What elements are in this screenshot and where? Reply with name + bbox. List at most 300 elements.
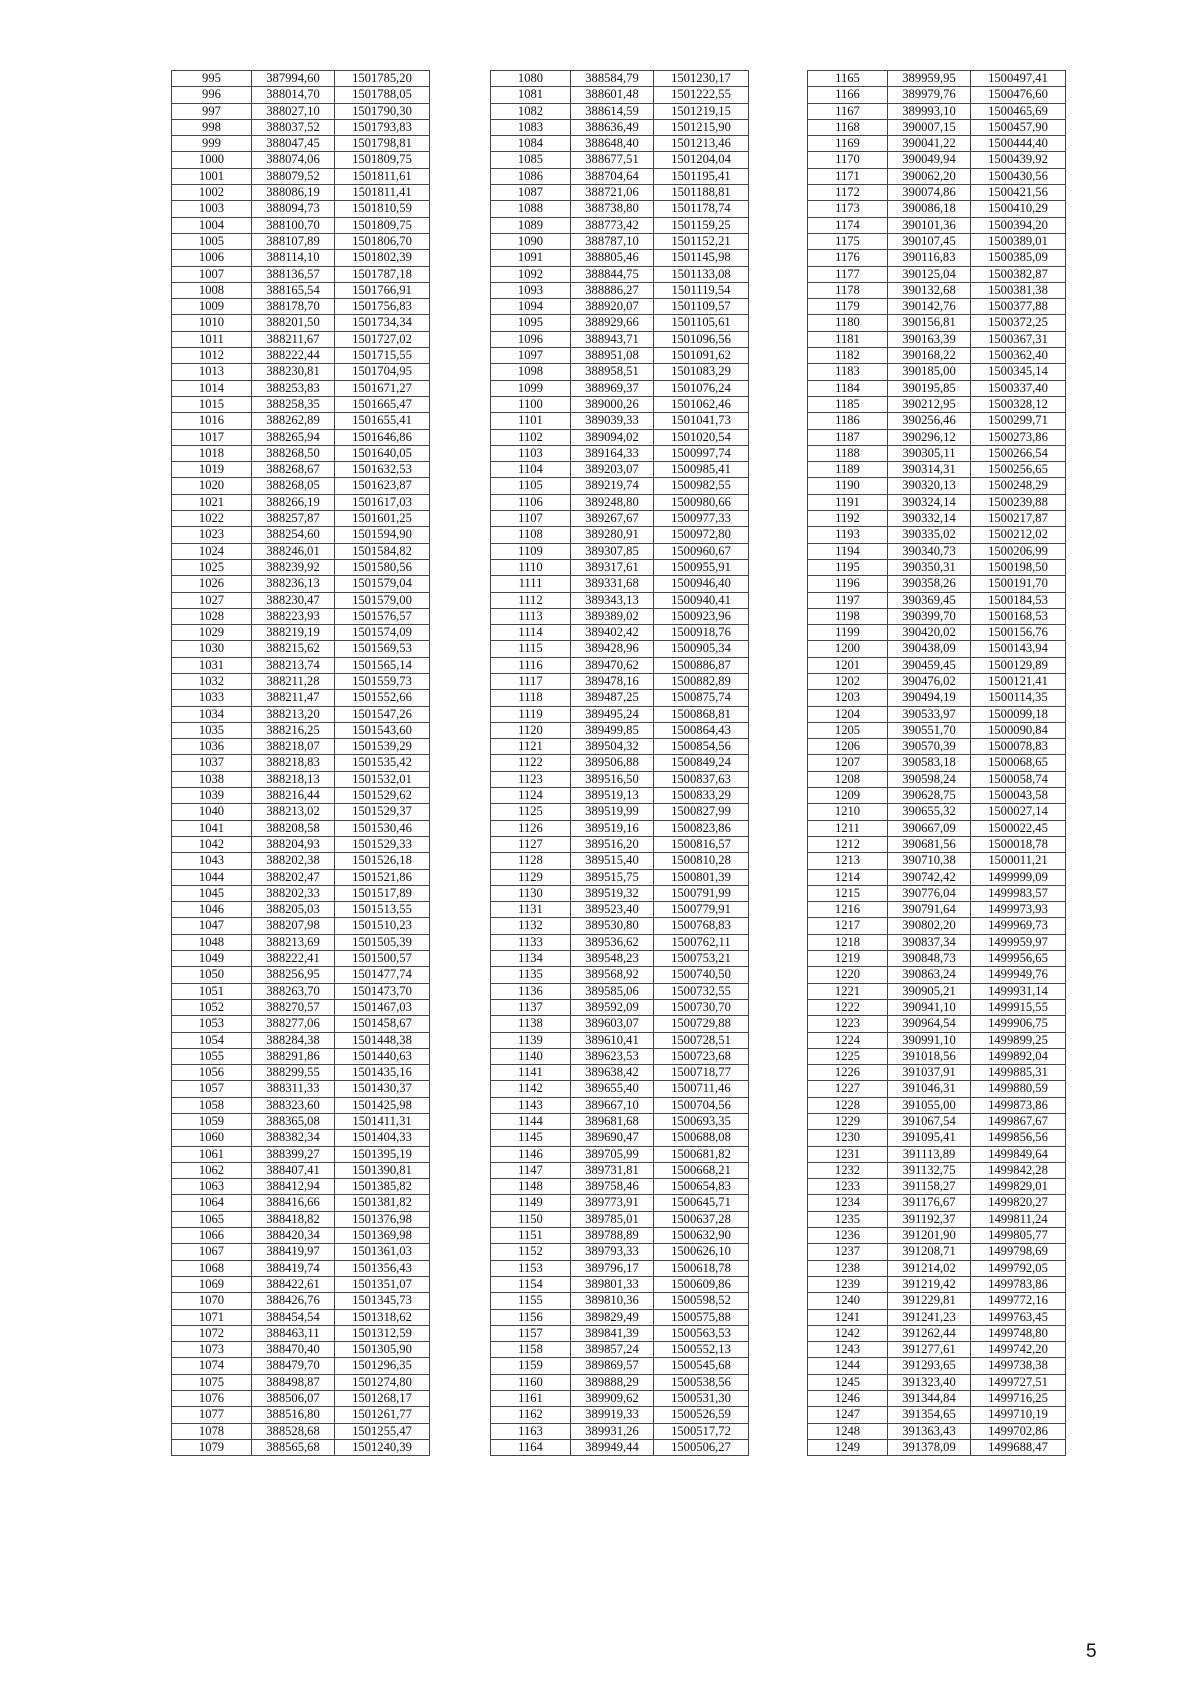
- y-coordinate-cell: 1501268,17: [335, 1391, 430, 1407]
- y-coordinate-cell: 1500099,18: [971, 706, 1066, 722]
- y-coordinate-cell: 1501105,61: [654, 315, 749, 331]
- table-row: [491, 1439, 749, 1455]
- y-coordinate-cell: 1500256,65: [971, 462, 1066, 478]
- x-coordinate-cell: 389317,61: [571, 559, 654, 575]
- point-number-cell: 1167: [808, 103, 888, 119]
- y-coordinate-cell: 1501091,62: [654, 348, 749, 364]
- x-coordinate-cell: 389267,67: [571, 511, 654, 527]
- table-row: [491, 999, 749, 1015]
- page-number: 5: [1086, 1641, 1097, 1662]
- x-coordinate-cell: 388114,10: [252, 250, 335, 266]
- x-coordinate-cell: 388208,58: [252, 820, 335, 836]
- x-coordinate-cell: 388299,55: [252, 1065, 335, 1081]
- x-coordinate-cell: 389428,96: [571, 641, 654, 657]
- x-coordinate-cell: 388204,93: [252, 836, 335, 852]
- table-row: [172, 608, 430, 624]
- y-coordinate-cell: 1500598,52: [654, 1293, 749, 1309]
- table-row: [808, 201, 1066, 217]
- x-coordinate-cell: 391055,00: [888, 1097, 971, 1113]
- table-row: [172, 1439, 430, 1455]
- point-number-cell: 1210: [808, 804, 888, 820]
- point-number-cell: 1125: [491, 804, 571, 820]
- point-number-cell: 1004: [172, 217, 252, 233]
- point-number-cell: 1165: [808, 71, 888, 87]
- y-coordinate-cell: 1501240,39: [335, 1439, 430, 1455]
- y-coordinate-cell: 1500718,77: [654, 1065, 749, 1081]
- point-number-cell: 1042: [172, 836, 252, 852]
- x-coordinate-cell: 388201,50: [252, 315, 335, 331]
- x-coordinate-cell: 388943,71: [571, 331, 654, 347]
- point-number-cell: 1015: [172, 396, 252, 412]
- x-coordinate-cell: 390863,24: [888, 967, 971, 983]
- point-number-cell: 1101: [491, 413, 571, 429]
- point-number-cell: 1017: [172, 429, 252, 445]
- y-coordinate-cell: 1501411,31: [335, 1114, 430, 1130]
- point-number-cell: 1019: [172, 462, 252, 478]
- point-number-cell: 1249: [808, 1439, 888, 1455]
- x-coordinate-cell: 390420,02: [888, 625, 971, 641]
- x-coordinate-cell: 389681,68: [571, 1114, 654, 1130]
- coordinates-table-2-body: [491, 71, 749, 1456]
- y-coordinate-cell: 1501574,09: [335, 625, 430, 641]
- y-coordinate-cell: 1501535,42: [335, 755, 430, 771]
- point-number-cell: 1206: [808, 739, 888, 755]
- y-coordinate-cell: 1500191,70: [971, 576, 1066, 592]
- point-number-cell: 1034: [172, 706, 252, 722]
- table-row: [172, 771, 430, 787]
- x-coordinate-cell: 389638,42: [571, 1065, 654, 1081]
- y-coordinate-cell: 1500367,31: [971, 331, 1066, 347]
- point-number-cell: 1227: [808, 1081, 888, 1097]
- y-coordinate-cell: 1500905,34: [654, 641, 749, 657]
- table-row: [491, 185, 749, 201]
- point-number-cell: 1184: [808, 380, 888, 396]
- point-number-cell: 1168: [808, 119, 888, 135]
- y-coordinate-cell: 1501222,55: [654, 87, 749, 103]
- y-coordinate-cell: 1500439,92: [971, 152, 1066, 168]
- table-row: [172, 299, 430, 315]
- point-number-cell: 1010: [172, 315, 252, 331]
- point-number-cell: 1102: [491, 429, 571, 445]
- point-number-cell: 1222: [808, 999, 888, 1015]
- x-coordinate-cell: 390681,56: [888, 836, 971, 852]
- point-number-cell: 1036: [172, 739, 252, 755]
- x-coordinate-cell: 388218,83: [252, 755, 335, 771]
- table-row: [808, 722, 1066, 738]
- table-row: [491, 559, 749, 575]
- y-coordinate-cell: 1501632,53: [335, 462, 430, 478]
- x-coordinate-cell: 389731,81: [571, 1162, 654, 1178]
- table-row: [491, 820, 749, 836]
- x-coordinate-cell: 388218,13: [252, 771, 335, 787]
- y-coordinate-cell: 1501261,77: [335, 1407, 430, 1423]
- point-number-cell: 1186: [808, 413, 888, 429]
- table-row: [491, 1358, 749, 1374]
- x-coordinate-cell: 388291,86: [252, 1048, 335, 1064]
- y-coordinate-cell: 1501152,21: [654, 233, 749, 249]
- point-number-cell: 1016: [172, 413, 252, 429]
- table-row: [491, 1097, 749, 1113]
- point-number-cell: 1183: [808, 364, 888, 380]
- table-row: [491, 1032, 749, 1048]
- y-coordinate-cell: 1500476,60: [971, 87, 1066, 103]
- x-coordinate-cell: 390598,24: [888, 771, 971, 787]
- table-row: [491, 348, 749, 364]
- point-number-cell: 1131: [491, 902, 571, 918]
- y-coordinate-cell: 1500868,81: [654, 706, 749, 722]
- point-number-cell: 1145: [491, 1130, 571, 1146]
- table-row: [808, 71, 1066, 87]
- x-coordinate-cell: 388323,60: [252, 1097, 335, 1113]
- x-coordinate-cell: 389519,16: [571, 820, 654, 836]
- point-number-cell: 1215: [808, 885, 888, 901]
- y-coordinate-cell: 1500552,13: [654, 1342, 749, 1358]
- table-row: [172, 1211, 430, 1227]
- table-row: [172, 820, 430, 836]
- point-number-cell: 1128: [491, 853, 571, 869]
- y-coordinate-cell: 1500457,90: [971, 119, 1066, 135]
- x-coordinate-cell: 388479,70: [252, 1358, 335, 1374]
- table-row: [172, 445, 430, 461]
- x-coordinate-cell: 391323,40: [888, 1374, 971, 1390]
- y-coordinate-cell: 1500382,87: [971, 266, 1066, 282]
- x-coordinate-cell: 388202,47: [252, 869, 335, 885]
- table-row: [172, 869, 430, 885]
- point-number-cell: 1072: [172, 1325, 252, 1341]
- y-coordinate-cell: 1499867,67: [971, 1114, 1066, 1130]
- table-row: [808, 1162, 1066, 1178]
- table-row: [172, 1081, 430, 1097]
- x-coordinate-cell: 388284,38: [252, 1032, 335, 1048]
- y-coordinate-cell: 1501552,66: [335, 690, 430, 706]
- y-coordinate-cell: 1501727,02: [335, 331, 430, 347]
- x-coordinate-cell: 389801,33: [571, 1276, 654, 1292]
- point-number-cell: 1146: [491, 1146, 571, 1162]
- point-number-cell: 1051: [172, 983, 252, 999]
- point-number-cell: 1054: [172, 1032, 252, 1048]
- x-coordinate-cell: 391219,42: [888, 1276, 971, 1292]
- table-row: [808, 331, 1066, 347]
- y-coordinate-cell: 1500506,27: [654, 1439, 749, 1455]
- point-number-cell: 1209: [808, 788, 888, 804]
- table-row: [491, 1228, 749, 1244]
- table-row: [172, 87, 430, 103]
- y-coordinate-cell: 1500972,80: [654, 527, 749, 543]
- point-number-cell: 1108: [491, 527, 571, 543]
- x-coordinate-cell: 388213,02: [252, 804, 335, 820]
- x-coordinate-cell: 388216,25: [252, 722, 335, 738]
- table-row: [491, 608, 749, 624]
- table-row: [491, 951, 749, 967]
- y-coordinate-cell: 1500266,54: [971, 445, 1066, 461]
- table-row: [491, 201, 749, 217]
- x-coordinate-cell: 389603,07: [571, 1016, 654, 1032]
- table-row: [808, 87, 1066, 103]
- x-coordinate-cell: 390991,10: [888, 1032, 971, 1048]
- x-coordinate-cell: 389796,17: [571, 1260, 654, 1276]
- y-coordinate-cell: 1500693,35: [654, 1114, 749, 1130]
- table-row: [808, 380, 1066, 396]
- table-row: [491, 233, 749, 249]
- point-number-cell: 1088: [491, 201, 571, 217]
- y-coordinate-cell: 1501559,73: [335, 673, 430, 689]
- x-coordinate-cell: 389519,99: [571, 804, 654, 820]
- y-coordinate-cell: 1500090,84: [971, 722, 1066, 738]
- x-coordinate-cell: 388257,87: [252, 511, 335, 527]
- point-number-cell: 1162: [491, 1407, 571, 1423]
- x-coordinate-cell: 390791,64: [888, 902, 971, 918]
- y-coordinate-cell: 1500394,20: [971, 217, 1066, 233]
- x-coordinate-cell: 388253,83: [252, 380, 335, 396]
- x-coordinate-cell: 389841,39: [571, 1325, 654, 1341]
- point-number-cell: 1075: [172, 1374, 252, 1390]
- y-coordinate-cell: 1501576,57: [335, 608, 430, 624]
- y-coordinate-cell: 1500538,56: [654, 1374, 749, 1390]
- point-number-cell: 1122: [491, 755, 571, 771]
- y-coordinate-cell: 1501312,59: [335, 1325, 430, 1341]
- x-coordinate-cell: 388516,80: [252, 1407, 335, 1423]
- y-coordinate-cell: 1501517,89: [335, 885, 430, 901]
- point-number-cell: 1179: [808, 299, 888, 315]
- y-coordinate-cell: 1500345,14: [971, 364, 1066, 380]
- table-row: [491, 1293, 749, 1309]
- x-coordinate-cell: 388094,73: [252, 201, 335, 217]
- table-row: [808, 1195, 1066, 1211]
- point-number-cell: 1224: [808, 1032, 888, 1048]
- x-coordinate-cell: 390459,45: [888, 657, 971, 673]
- x-coordinate-cell: 389519,13: [571, 788, 654, 804]
- y-coordinate-cell: 1500239,88: [971, 494, 1066, 510]
- table-row: [172, 934, 430, 950]
- point-number-cell: 1189: [808, 462, 888, 478]
- point-number-cell: 1080: [491, 71, 571, 87]
- x-coordinate-cell: 388844,75: [571, 266, 654, 282]
- point-number-cell: 1160: [491, 1374, 571, 1390]
- point-number-cell: 1052: [172, 999, 252, 1015]
- table-row: [491, 576, 749, 592]
- x-coordinate-cell: 391158,27: [888, 1179, 971, 1195]
- y-coordinate-cell: 1501601,25: [335, 511, 430, 527]
- table-row: [172, 1114, 430, 1130]
- table-row: [172, 1032, 430, 1048]
- x-coordinate-cell: 390156,81: [888, 315, 971, 331]
- y-coordinate-cell: 1501766,91: [335, 282, 430, 298]
- point-number-cell: 1214: [808, 869, 888, 885]
- y-coordinate-cell: 1500299,71: [971, 413, 1066, 429]
- x-coordinate-cell: 390583,18: [888, 755, 971, 771]
- x-coordinate-cell: 390837,34: [888, 934, 971, 950]
- point-number-cell: 1149: [491, 1195, 571, 1211]
- table-row: [808, 739, 1066, 755]
- table-row: [172, 494, 430, 510]
- table-row: [808, 217, 1066, 233]
- x-coordinate-cell: 390132,68: [888, 282, 971, 298]
- point-number-cell: 1098: [491, 364, 571, 380]
- point-number-cell: 1196: [808, 576, 888, 592]
- table-row: [491, 1342, 749, 1358]
- table-row: [808, 462, 1066, 478]
- point-number-cell: 1086: [491, 168, 571, 184]
- y-coordinate-cell: 1500068,65: [971, 755, 1066, 771]
- point-number-cell: 1093: [491, 282, 571, 298]
- table-row: [808, 233, 1066, 249]
- y-coordinate-cell: 1501580,56: [335, 559, 430, 575]
- y-coordinate-cell: 1500198,50: [971, 559, 1066, 575]
- y-coordinate-cell: 1500837,63: [654, 771, 749, 787]
- table-row: [808, 788, 1066, 804]
- x-coordinate-cell: 388951,08: [571, 348, 654, 364]
- table-row: [808, 1309, 1066, 1325]
- table-row: [491, 315, 749, 331]
- point-number-cell: 1066: [172, 1228, 252, 1244]
- x-coordinate-cell: 389592,09: [571, 999, 654, 1015]
- point-number-cell: 1247: [808, 1407, 888, 1423]
- point-number-cell: 1233: [808, 1179, 888, 1195]
- y-coordinate-cell: 1501404,33: [335, 1130, 430, 1146]
- table-row: [172, 266, 430, 282]
- x-coordinate-cell: 391113,89: [888, 1146, 971, 1162]
- point-number-cell: 1025: [172, 559, 252, 575]
- x-coordinate-cell: 389919,33: [571, 1407, 654, 1423]
- y-coordinate-cell: 1501665,47: [335, 396, 430, 412]
- point-number-cell: 1124: [491, 788, 571, 804]
- x-coordinate-cell: 388086,19: [252, 185, 335, 201]
- point-number-cell: 1039: [172, 788, 252, 804]
- x-coordinate-cell: 390494,19: [888, 690, 971, 706]
- point-number-cell: 1161: [491, 1391, 571, 1407]
- x-coordinate-cell: 389280,91: [571, 527, 654, 543]
- x-coordinate-cell: 390667,09: [888, 820, 971, 836]
- point-number-cell: 1218: [808, 934, 888, 950]
- x-coordinate-cell: 390332,14: [888, 511, 971, 527]
- x-coordinate-cell: 388648,40: [571, 136, 654, 152]
- point-number-cell: 1176: [808, 250, 888, 266]
- x-coordinate-cell: 389568,92: [571, 967, 654, 983]
- table-row: [172, 429, 430, 445]
- x-coordinate-cell: 391344,84: [888, 1391, 971, 1407]
- x-coordinate-cell: 389504,32: [571, 739, 654, 755]
- y-coordinate-cell: 1501020,54: [654, 429, 749, 445]
- point-number-cell: 1005: [172, 233, 252, 249]
- x-coordinate-cell: 390125,04: [888, 266, 971, 282]
- table-row: [808, 983, 1066, 999]
- table-row: [808, 185, 1066, 201]
- table-row: [491, 494, 749, 510]
- y-coordinate-cell: 1500791,99: [654, 885, 749, 901]
- table-row: [808, 1439, 1066, 1455]
- table-row: [808, 1391, 1066, 1407]
- y-coordinate-cell: 1500517,72: [654, 1423, 749, 1439]
- x-coordinate-cell: 391277,61: [888, 1342, 971, 1358]
- point-number-cell: 1246: [808, 1391, 888, 1407]
- x-coordinate-cell: 388422,61: [252, 1276, 335, 1292]
- point-number-cell: 996: [172, 87, 252, 103]
- x-coordinate-cell: 390533,97: [888, 706, 971, 722]
- table-row: [808, 771, 1066, 787]
- table-row: [172, 380, 430, 396]
- point-number-cell: 1188: [808, 445, 888, 461]
- table-row: [491, 804, 749, 820]
- x-coordinate-cell: 390776,04: [888, 885, 971, 901]
- point-number-cell: 1097: [491, 348, 571, 364]
- x-coordinate-cell: 390086,18: [888, 201, 971, 217]
- y-coordinate-cell: 1499710,19: [971, 1407, 1066, 1423]
- y-coordinate-cell: 1501213,46: [654, 136, 749, 152]
- x-coordinate-cell: 388213,20: [252, 706, 335, 722]
- point-number-cell: 1109: [491, 543, 571, 559]
- table-row: [808, 820, 1066, 836]
- x-coordinate-cell: 388215,62: [252, 641, 335, 657]
- y-coordinate-cell: 1500421,56: [971, 185, 1066, 201]
- y-coordinate-cell: 1500827,99: [654, 804, 749, 820]
- x-coordinate-cell: 390142,76: [888, 299, 971, 315]
- point-number-cell: 1157: [491, 1325, 571, 1341]
- y-coordinate-cell: 1500328,12: [971, 396, 1066, 412]
- point-number-cell: 1211: [808, 820, 888, 836]
- point-number-cell: 1223: [808, 1016, 888, 1032]
- x-coordinate-cell: 388136,57: [252, 266, 335, 282]
- y-coordinate-cell: 1501385,82: [335, 1179, 430, 1195]
- table-row: [172, 1374, 430, 1390]
- table-row: [808, 934, 1066, 950]
- table-row: [491, 1325, 749, 1341]
- table-row: [172, 951, 430, 967]
- y-coordinate-cell: 1500886,87: [654, 657, 749, 673]
- y-coordinate-cell: 1500389,01: [971, 233, 1066, 249]
- x-coordinate-cell: 389519,32: [571, 885, 654, 901]
- x-coordinate-cell: 389869,57: [571, 1358, 654, 1374]
- point-number-cell: 1153: [491, 1260, 571, 1276]
- y-coordinate-cell: 1501529,37: [335, 804, 430, 820]
- x-coordinate-cell: 389203,07: [571, 462, 654, 478]
- table-row: [808, 266, 1066, 282]
- table-row: [172, 1293, 430, 1309]
- x-coordinate-cell: 388721,06: [571, 185, 654, 201]
- point-number-cell: 1151: [491, 1228, 571, 1244]
- point-number-cell: 1212: [808, 836, 888, 852]
- table-row: [172, 1342, 430, 1358]
- table-row: [491, 478, 749, 494]
- coordinates-table-2: [490, 70, 749, 1456]
- y-coordinate-cell: 1501188,81: [654, 185, 749, 201]
- y-coordinate-cell: 1500864,43: [654, 722, 749, 738]
- x-coordinate-cell: 388454,54: [252, 1309, 335, 1325]
- y-coordinate-cell: 1500955,91: [654, 559, 749, 575]
- table-row: [172, 902, 430, 918]
- point-number-cell: 1201: [808, 657, 888, 673]
- table-row: [491, 71, 749, 87]
- x-coordinate-cell: 390335,02: [888, 527, 971, 543]
- point-number-cell: 1114: [491, 625, 571, 641]
- y-coordinate-cell: 1501376,98: [335, 1211, 430, 1227]
- point-number-cell: 1147: [491, 1162, 571, 1178]
- point-number-cell: 1126: [491, 820, 571, 836]
- y-coordinate-cell: 1500632,90: [654, 1228, 749, 1244]
- table-row: [172, 152, 430, 168]
- x-coordinate-cell: 388213,74: [252, 657, 335, 673]
- x-coordinate-cell: 388426,76: [252, 1293, 335, 1309]
- point-number-cell: 1213: [808, 853, 888, 869]
- point-number-cell: 1023: [172, 527, 252, 543]
- point-number-cell: 1234: [808, 1195, 888, 1211]
- point-number-cell: 1229: [808, 1114, 888, 1130]
- point-number-cell: 1043: [172, 853, 252, 869]
- point-number-cell: 1107: [491, 511, 571, 527]
- y-coordinate-cell: 1500114,35: [971, 690, 1066, 706]
- point-number-cell: 1137: [491, 999, 571, 1015]
- table-row: [808, 1244, 1066, 1260]
- table-row: [491, 673, 749, 689]
